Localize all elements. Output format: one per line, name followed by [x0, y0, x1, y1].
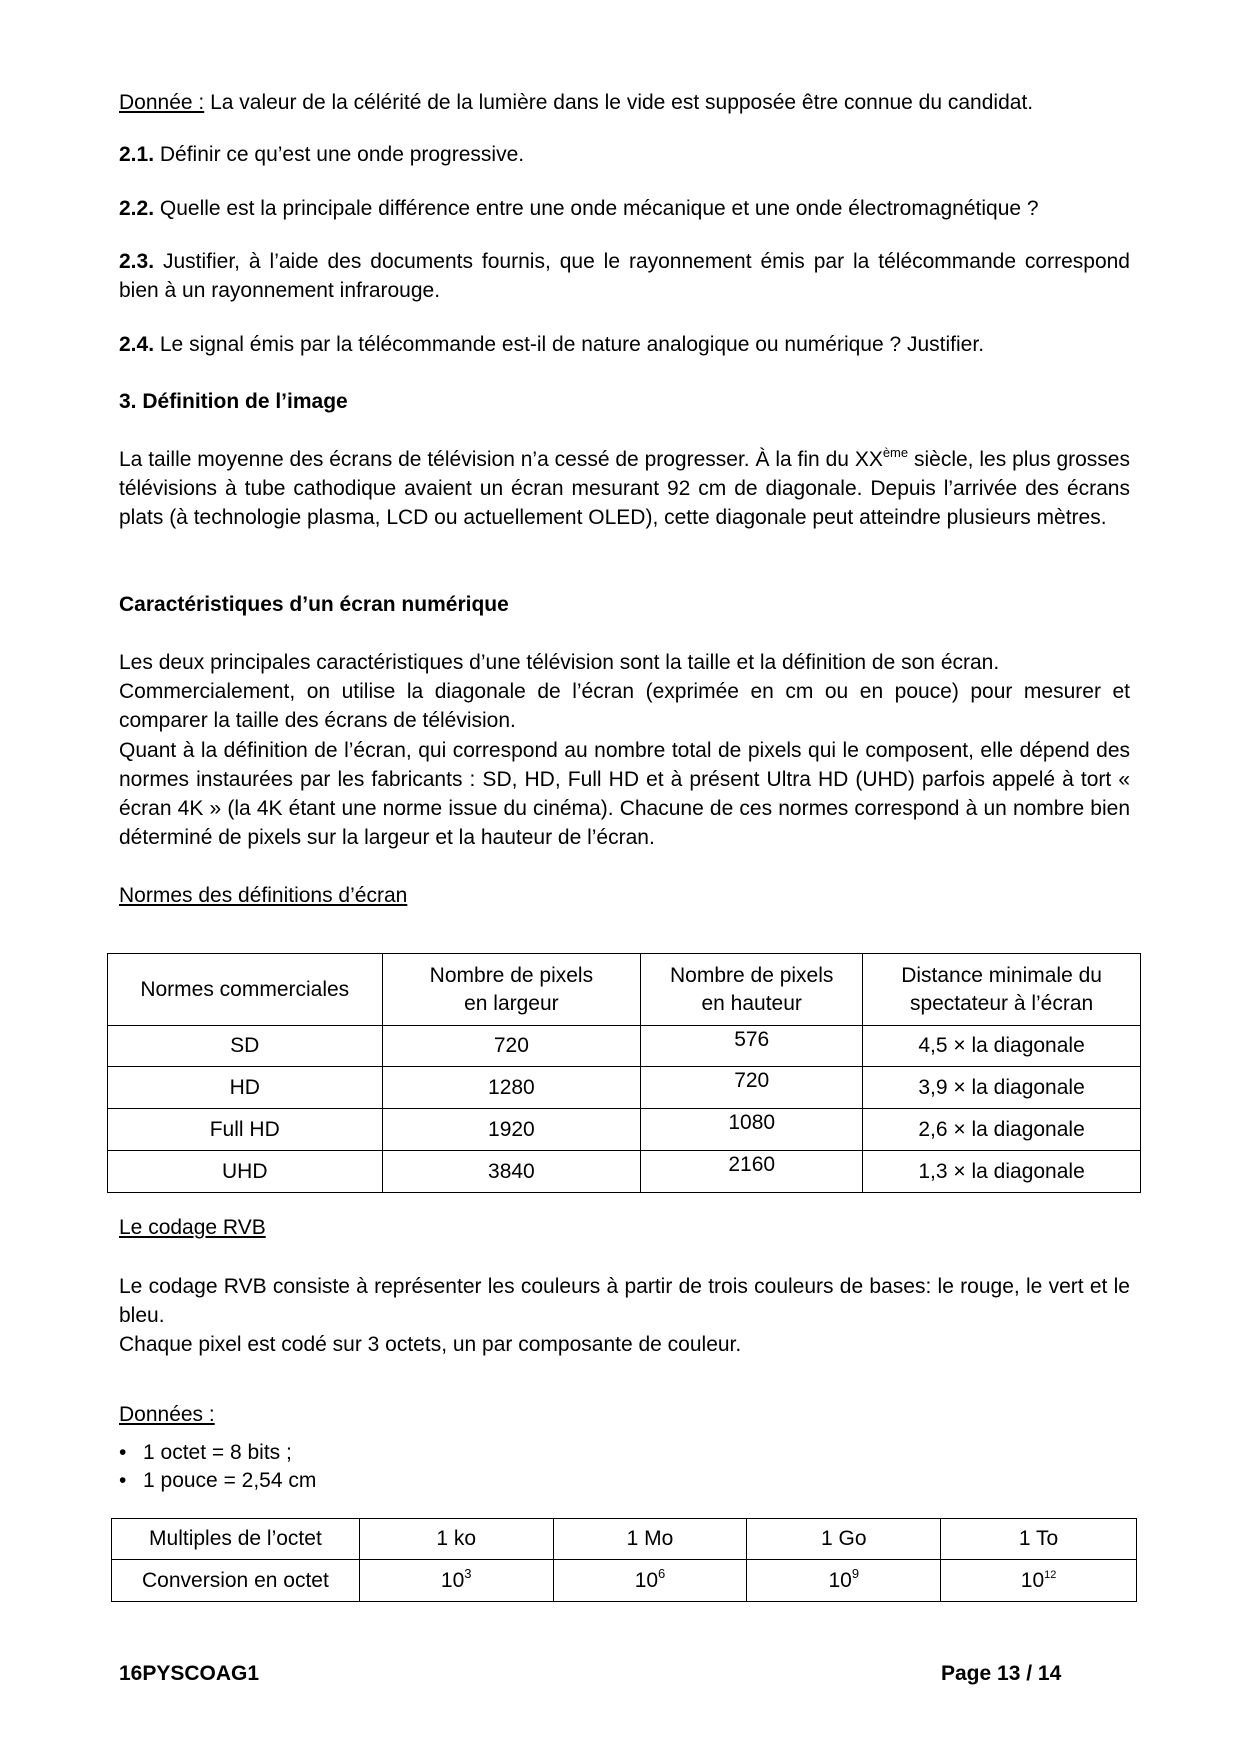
list-item — [119, 1439, 316, 1467]
table-cell: 1,3 × la diagonale — [863, 1151, 1141, 1193]
rvb-title: Le codage RVB — [119, 1216, 266, 1239]
table-row — [108, 1026, 1141, 1067]
table-header-row — [108, 954, 1141, 1026]
table-cell: 720 — [382, 1026, 641, 1067]
table-cell: $10^3$ — [359, 1560, 553, 1602]
donnees-list — [119, 1439, 316, 1495]
question-2-2 — [119, 194, 1130, 223]
table-cell: Multiples de l’octet — [112, 1519, 360, 1560]
bullet-icon: • — [119, 1441, 127, 1464]
table-cell: 1 Go — [747, 1519, 941, 1560]
question-number: 2.3. — [119, 250, 155, 273]
caracteristiques-p2: Commercialement, on utilise la diagonale de l’écran (exprimée en cm ou en pouce) pour mesurer et comparer la taille des écrans de télévision. — [119, 680, 1130, 732]
table-cell: UHD — [108, 1151, 383, 1193]
list-item-text: 1 pouce = 2,54 cm — [143, 1469, 317, 1492]
question-number: 2.2. — [119, 197, 155, 220]
table-cell: SD — [108, 1026, 383, 1067]
rvb-p1: Le codage RVB consiste à représenter les couleurs à partir de trois couleurs de bases: le rouge, le vert et le bleu. — [119, 1275, 1130, 1327]
question-text: Justifier, à l’aide des documents fournis, que le rayonnement émis par la télécommande correspond bien à un rayonnement infrarouge. — [119, 250, 1130, 302]
table-cell: $10^{12}$ — [941, 1560, 1137, 1602]
question-2-4 — [119, 330, 1130, 359]
table-row — [108, 1109, 1141, 1151]
question-2-3 — [119, 247, 1130, 305]
section-3-paragraph — [119, 445, 1130, 532]
footer-page-number: Page 13 / 14 — [941, 1662, 1062, 1685]
question-text: Définir ce qu’est une onde progressive. — [159, 143, 525, 166]
table-cell: 2,6 × la diagonale — [863, 1109, 1141, 1151]
table-cell: 1280 — [382, 1067, 641, 1109]
header-cell: Distance minimale du spectateur à l’écran — [863, 954, 1141, 1026]
table-cell: Full HD — [108, 1109, 383, 1151]
question-number: 2.1. — [119, 143, 155, 166]
caracteristiques-p3: Quant à la définition de l’écran, qui correspond au nombre total de pixels qui le composent, elle dépend des normes instaurées par les fabricants : SD, HD, Full HD et à présent Ultra HD (UHD) parfois appelé à tort « écran 4K » (la 4K étant une norme issue du cinéma). Chacune de ces normes correspond à un nombre bien déterminé de pixels sur la largeur et la hauteur de l’écran. — [119, 739, 1130, 849]
list-item — [119, 1467, 316, 1495]
footer-code: 16PYSCOAG1 — [119, 1662, 260, 1685]
rvb-p2: Chaque pixel est codé sur 3 octets, un par composante de couleur. — [119, 1333, 742, 1356]
table-cell: 576 — [641, 1026, 863, 1067]
table-cell: 1 ko — [359, 1519, 553, 1560]
section-3-title: 3. Définition de l’image — [119, 390, 348, 413]
table-cell: HD — [108, 1067, 383, 1109]
table-row — [112, 1560, 1137, 1602]
paragraph-part-b: siècle, les plus grosses télévisions à tube cathodique avaient un écran mesurant 92 cm de diagonale. Depuis l’arrivée des écrans plats (à technologie plasma, LCD ou actuellement OLED), cette diagonale peut atteindre plusieurs mètres. — [119, 448, 1130, 529]
superscript: ème — [882, 445, 909, 460]
list-item-text: 1 octet = 8 bits ; — [143, 1441, 292, 1464]
donnee-text: La valeur de la célérité de la lumière dans le vide est supposée être connue du candidat. — [210, 91, 1034, 114]
table-cell: 1920 — [382, 1109, 641, 1151]
header-cell: Normes commerciales — [108, 954, 383, 1026]
caracteristiques-p1: Les deux principales caractéristiques d’une télévision sont la taille et la définition de son écran. — [119, 651, 1000, 674]
table-cell: $10^9$ — [747, 1560, 941, 1602]
table-cell: 720 — [641, 1067, 863, 1109]
table-cell: 1 Mo — [553, 1519, 747, 1560]
table-row — [112, 1519, 1137, 1560]
donnee-intro — [119, 88, 1130, 117]
normes-table — [107, 953, 1141, 1193]
caracteristiques-title: Caractéristiques d’un écran numérique — [119, 593, 509, 616]
donnees-title: Données : — [119, 1403, 215, 1426]
table-row — [108, 1151, 1141, 1193]
question-text: Quelle est la principale différence entre une onde mécanique et une onde électromagnétique ? — [159, 197, 1039, 220]
header-cell: Nombre de pixels en largeur — [382, 954, 641, 1026]
table-row — [108, 1067, 1141, 1109]
table-cell: 4,5 × la diagonale — [863, 1026, 1141, 1067]
table-cell: 3,9 × la diagonale — [863, 1067, 1141, 1109]
table-cell: 2160 — [641, 1151, 863, 1193]
table-cell: $10^6$ — [553, 1560, 747, 1602]
table-cell: 3840 — [382, 1151, 641, 1193]
table-cell: Conversion en octet — [112, 1560, 360, 1602]
paragraph-part-a: La taille moyenne des écrans de télévision n’a cessé de progresser. À la fin du XX — [119, 448, 883, 471]
table-cell: 1 To — [941, 1519, 1137, 1560]
question-text: Le signal émis par la télécommande est-il de nature analogique ou numérique ? Justifier. — [159, 333, 985, 356]
header-cell: Nombre de pixels en hauteur — [641, 954, 863, 1026]
question-2-1 — [119, 140, 1130, 169]
multiples-table — [111, 1518, 1137, 1602]
normes-title: Normes des définitions d’écran — [119, 884, 408, 907]
question-number: 2.4. — [119, 333, 155, 356]
donnee-label: Donnée : — [119, 91, 205, 114]
table-cell: 1080 — [641, 1109, 863, 1151]
bullet-icon: • — [119, 1469, 127, 1492]
